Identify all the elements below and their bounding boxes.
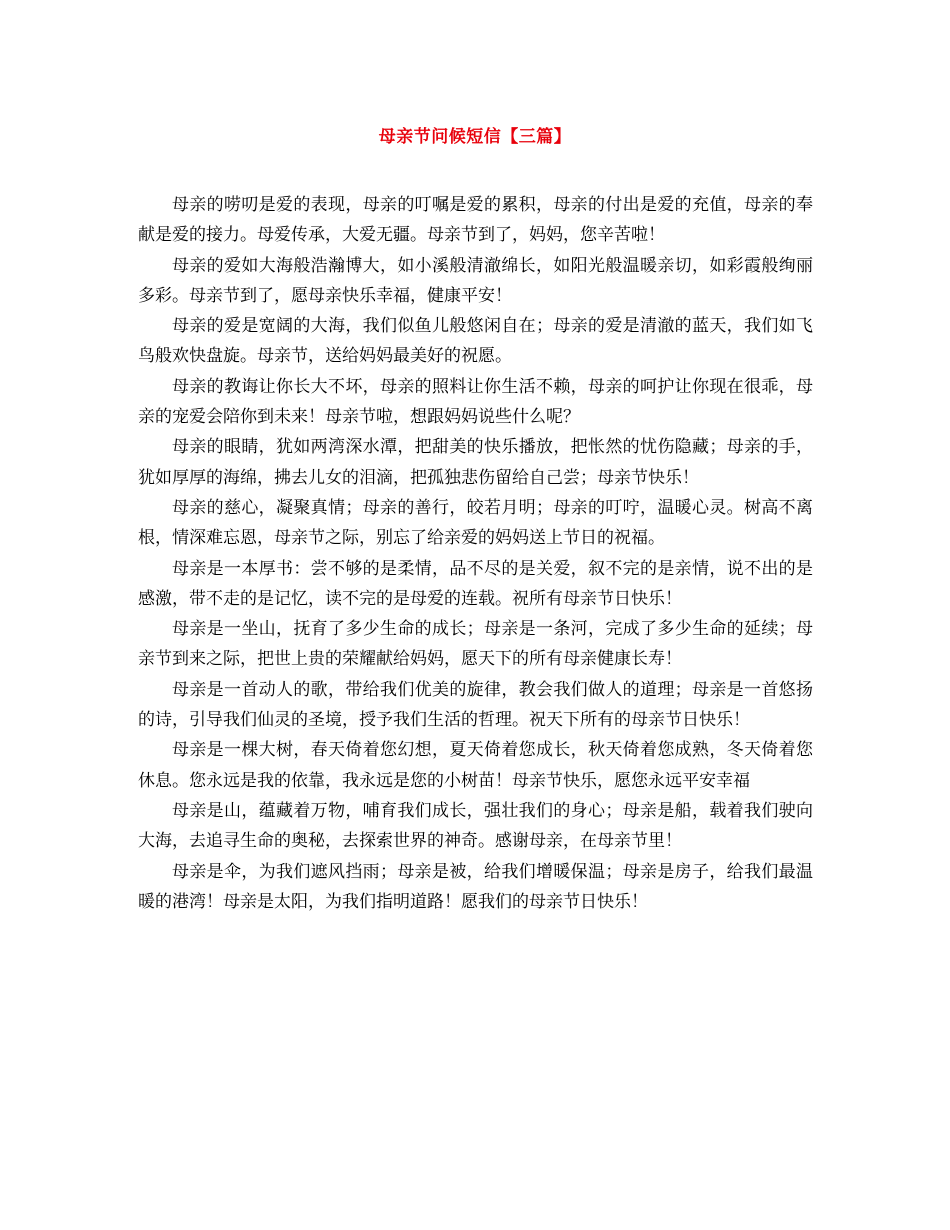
document-body — [138, 190, 813, 917]
paragraph-3: 母亲的爱是宽阔的大海，我们似鱼儿般悠闲自在；母亲的爱是清澈的蓝天，我们如飞鸟般欢快盘旋。母亲节，送给妈妈最美好的祝愿。 — [138, 316, 813, 367]
paragraph-6: 母亲的慈心，凝聚真情；母亲的善行，皎若月明；母亲的叮咛，温暖心灵。树高不离根，情深难忘恩，母亲节之际，别忘了给亲爱的妈妈送上节日的祝福。 — [138, 497, 813, 549]
paragraph-7: 母亲是一本厚书：尝不够的是柔情，品不尽的是关爱，叙不完的是亲情，说不出的是感激，带不走的是记忆，读不完的是母爱的连载。祝所有母亲节日快乐！ — [138, 558, 813, 609]
paragraph-12: 母亲是伞，为我们遮风挡雨；母亲是被，给我们增暖保温；母亲是房子，给我们最温暖的港湾！母亲是太阳，为我们指明道路！愿我们的母亲节日快乐！ — [138, 861, 813, 912]
paragraph-5: 母亲的眼睛，犹如两湾深水潭，把甜美的快乐播放，把怅然的忧伤隐藏；母亲的手，犹如厚厚的海绵，拂去儿女的泪滴，把孤独悲伤留给自己尝；母亲节快乐！ — [138, 437, 813, 488]
paragraph-9: 母亲是一首动人的歌，带给我们优美的旋律，教会我们做人的道理；母亲是一首悠扬的诗，引导我们仙灵的圣境，授予我们生活的哲理。祝天下所有的母亲节日快乐！ — [138, 679, 813, 731]
paragraph-1: 母亲的唠叨是爱的表现，母亲的叮嘱是爱的累积，母亲的付出是爱的充值，母亲的奉献是爱的接力。母爱传承，大爱无疆。母亲节到了，妈妈，您辛苦啦！ — [138, 195, 813, 246]
paragraph-2: 母亲的爱如大海般浩瀚博大，如小溪般清澈绵长，如阳光般温暖亲切，如彩霞般绚丽多彩。母亲节到了，愿母亲快乐幸福，健康平安！ — [138, 255, 813, 306]
paragraph-8: 母亲是一坐山，抚育了多少生命的成长；母亲是一条河，完成了多少生命的延续；母亲节到来之际，把世上贵的荣耀献给妈妈，愿天下的所有母亲健康长寿！ — [138, 619, 813, 670]
paragraph-11: 母亲是山，蕴藏着万物，哺育我们成长，强壮我们的身心；母亲是船，载着我们驶向大海，去追寻生命的奥秘，去探索世界的神奇。感谢母亲，在母亲节里！ — [138, 800, 813, 852]
paragraph-10: 母亲是一棵大树，春天倚着您幻想，夏天倚着您成长，秋天倚着您成熟，冬天倚着您休息。您永远是我的依靠，我永远是您的小树苗！母亲节快乐，愿您永远平安幸福 — [138, 740, 813, 791]
paragraph-4: 母亲的教诲让你长大不坏，母亲的照料让你生活不赖，母亲的呵护让你现在很乖，母亲的宠爱会陪你到未来！母亲节啦，想跟妈妈说些什么呢？ — [138, 376, 813, 428]
document-title: 母亲节问候短信【三篇】 — [378, 127, 572, 147]
